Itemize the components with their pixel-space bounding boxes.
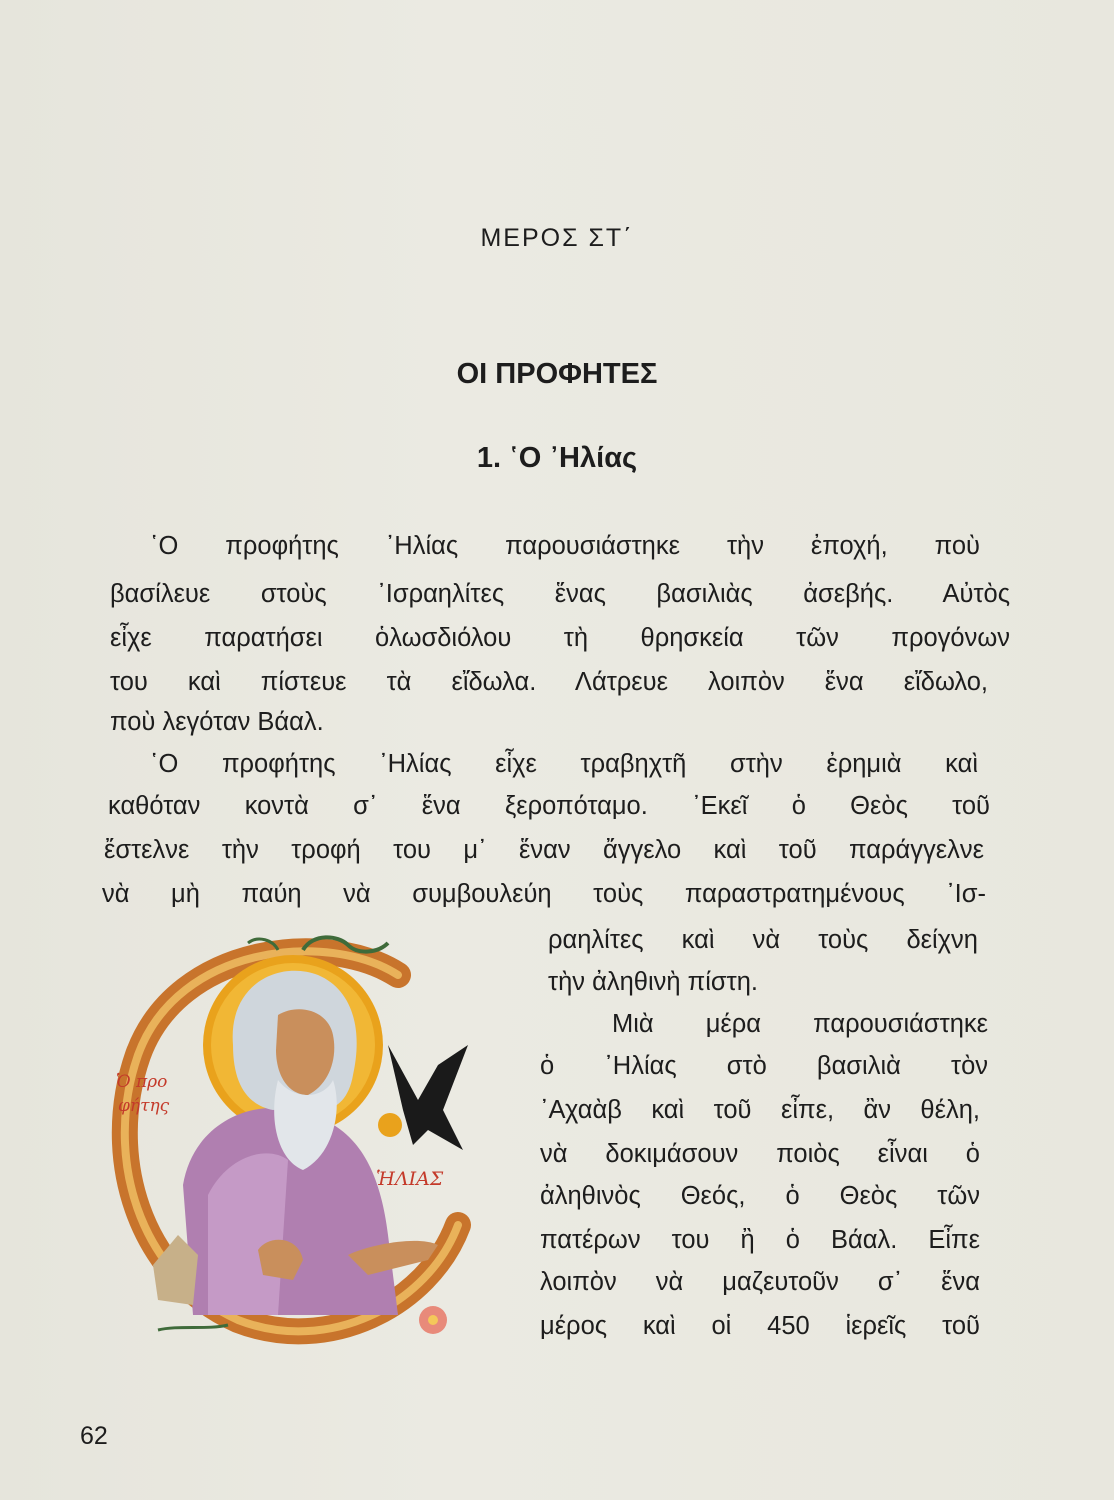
body-line: ᾿Αχαὰβ καὶ τοῦ εἶπε, ἂν θέλη,: [540, 1096, 980, 1124]
prophet-elijah-icon: [98, 935, 493, 1355]
body-line: ποὺ λεγόταν Βάαλ.: [110, 708, 324, 736]
body-line: ῾Ο προφήτης ᾿Ηλίας παρουσιάστηκε τὴν ἐποχή, ποὺ: [150, 532, 980, 560]
page-number: 62: [80, 1422, 108, 1450]
body-line: του καὶ πίστευε τὰ εἴδωλα. Λάτρευε λοιπὸν ἕνα εἴδωλο,: [110, 668, 988, 696]
body-line: ἀληθινὸς Θεός, ὁ Θεὸς τῶν: [540, 1182, 980, 1210]
body-line: ἔστελνε τὴν τροφή του μ᾽ ἕναν ἄγγελο καὶ τοῦ παράγγελνε: [104, 836, 984, 864]
body-line: νὰ δοκιμάσουν ποιὸς εἶναι ὁ: [540, 1140, 980, 1168]
body-line: βασίλευε στοὺς ᾿Ισραηλίτες ἕνας βασιλιὰς ἀσεβής. Αὐτὸς: [110, 580, 1010, 608]
body-line: ὁ ᾿Ηλίας στὸ βασιλιὰ τὸν: [540, 1052, 988, 1080]
inscription-right: ἩΛΙΑΣ: [376, 1168, 444, 1190]
body-line: λοιπὸν νὰ μαζευτοῦν σ᾽ ἕνα: [540, 1268, 980, 1296]
part-heading: ΜΕΡΟΣ ΣΤ΄: [480, 224, 634, 252]
body-line: μέρος καὶ οἱ 450 ἱερεῖς τοῦ: [540, 1312, 980, 1340]
body-line: ῾Ο προφήτης ᾿Ηλίας εἶχε τραβηχτῆ στὴν ἐρημιὰ καὶ: [150, 750, 978, 778]
body-line: τὴν ἀληθινὴ πίστη.: [548, 968, 758, 996]
body-line: πατέρων του ἢ ὁ Βάαλ. Εἶπε: [540, 1226, 980, 1254]
body-line: ραηλίτες καὶ νὰ τοὺς δείχνη: [548, 926, 978, 954]
body-line: καθόταν κοντὰ σ᾽ ἕνα ξεροπόταμο. ᾿Εκεῖ ὁ Θεὸς τοῦ: [108, 792, 990, 820]
body-line: νὰ μὴ παύη νὰ συμβουλεύη τοὺς παραστρατημένους ᾿Ισ-: [102, 880, 986, 908]
inscription-left-line-2: φήτης: [118, 1096, 170, 1116]
section-heading: ΟΙ ΠΡΟΦΗΤΕΣ: [456, 358, 658, 390]
chapter-heading: 1. ῾Ο ᾿Ηλίας: [476, 442, 638, 474]
body-line: εἶχε παρατήσει ὁλωσδιόλου τὴ θρησκεία τῶν προγόνων: [110, 624, 1010, 652]
body-line: Μιὰ μέρα παρουσιάστηκε: [612, 1010, 988, 1038]
inscription-left-line-1: Ὁ προ: [116, 1072, 168, 1092]
